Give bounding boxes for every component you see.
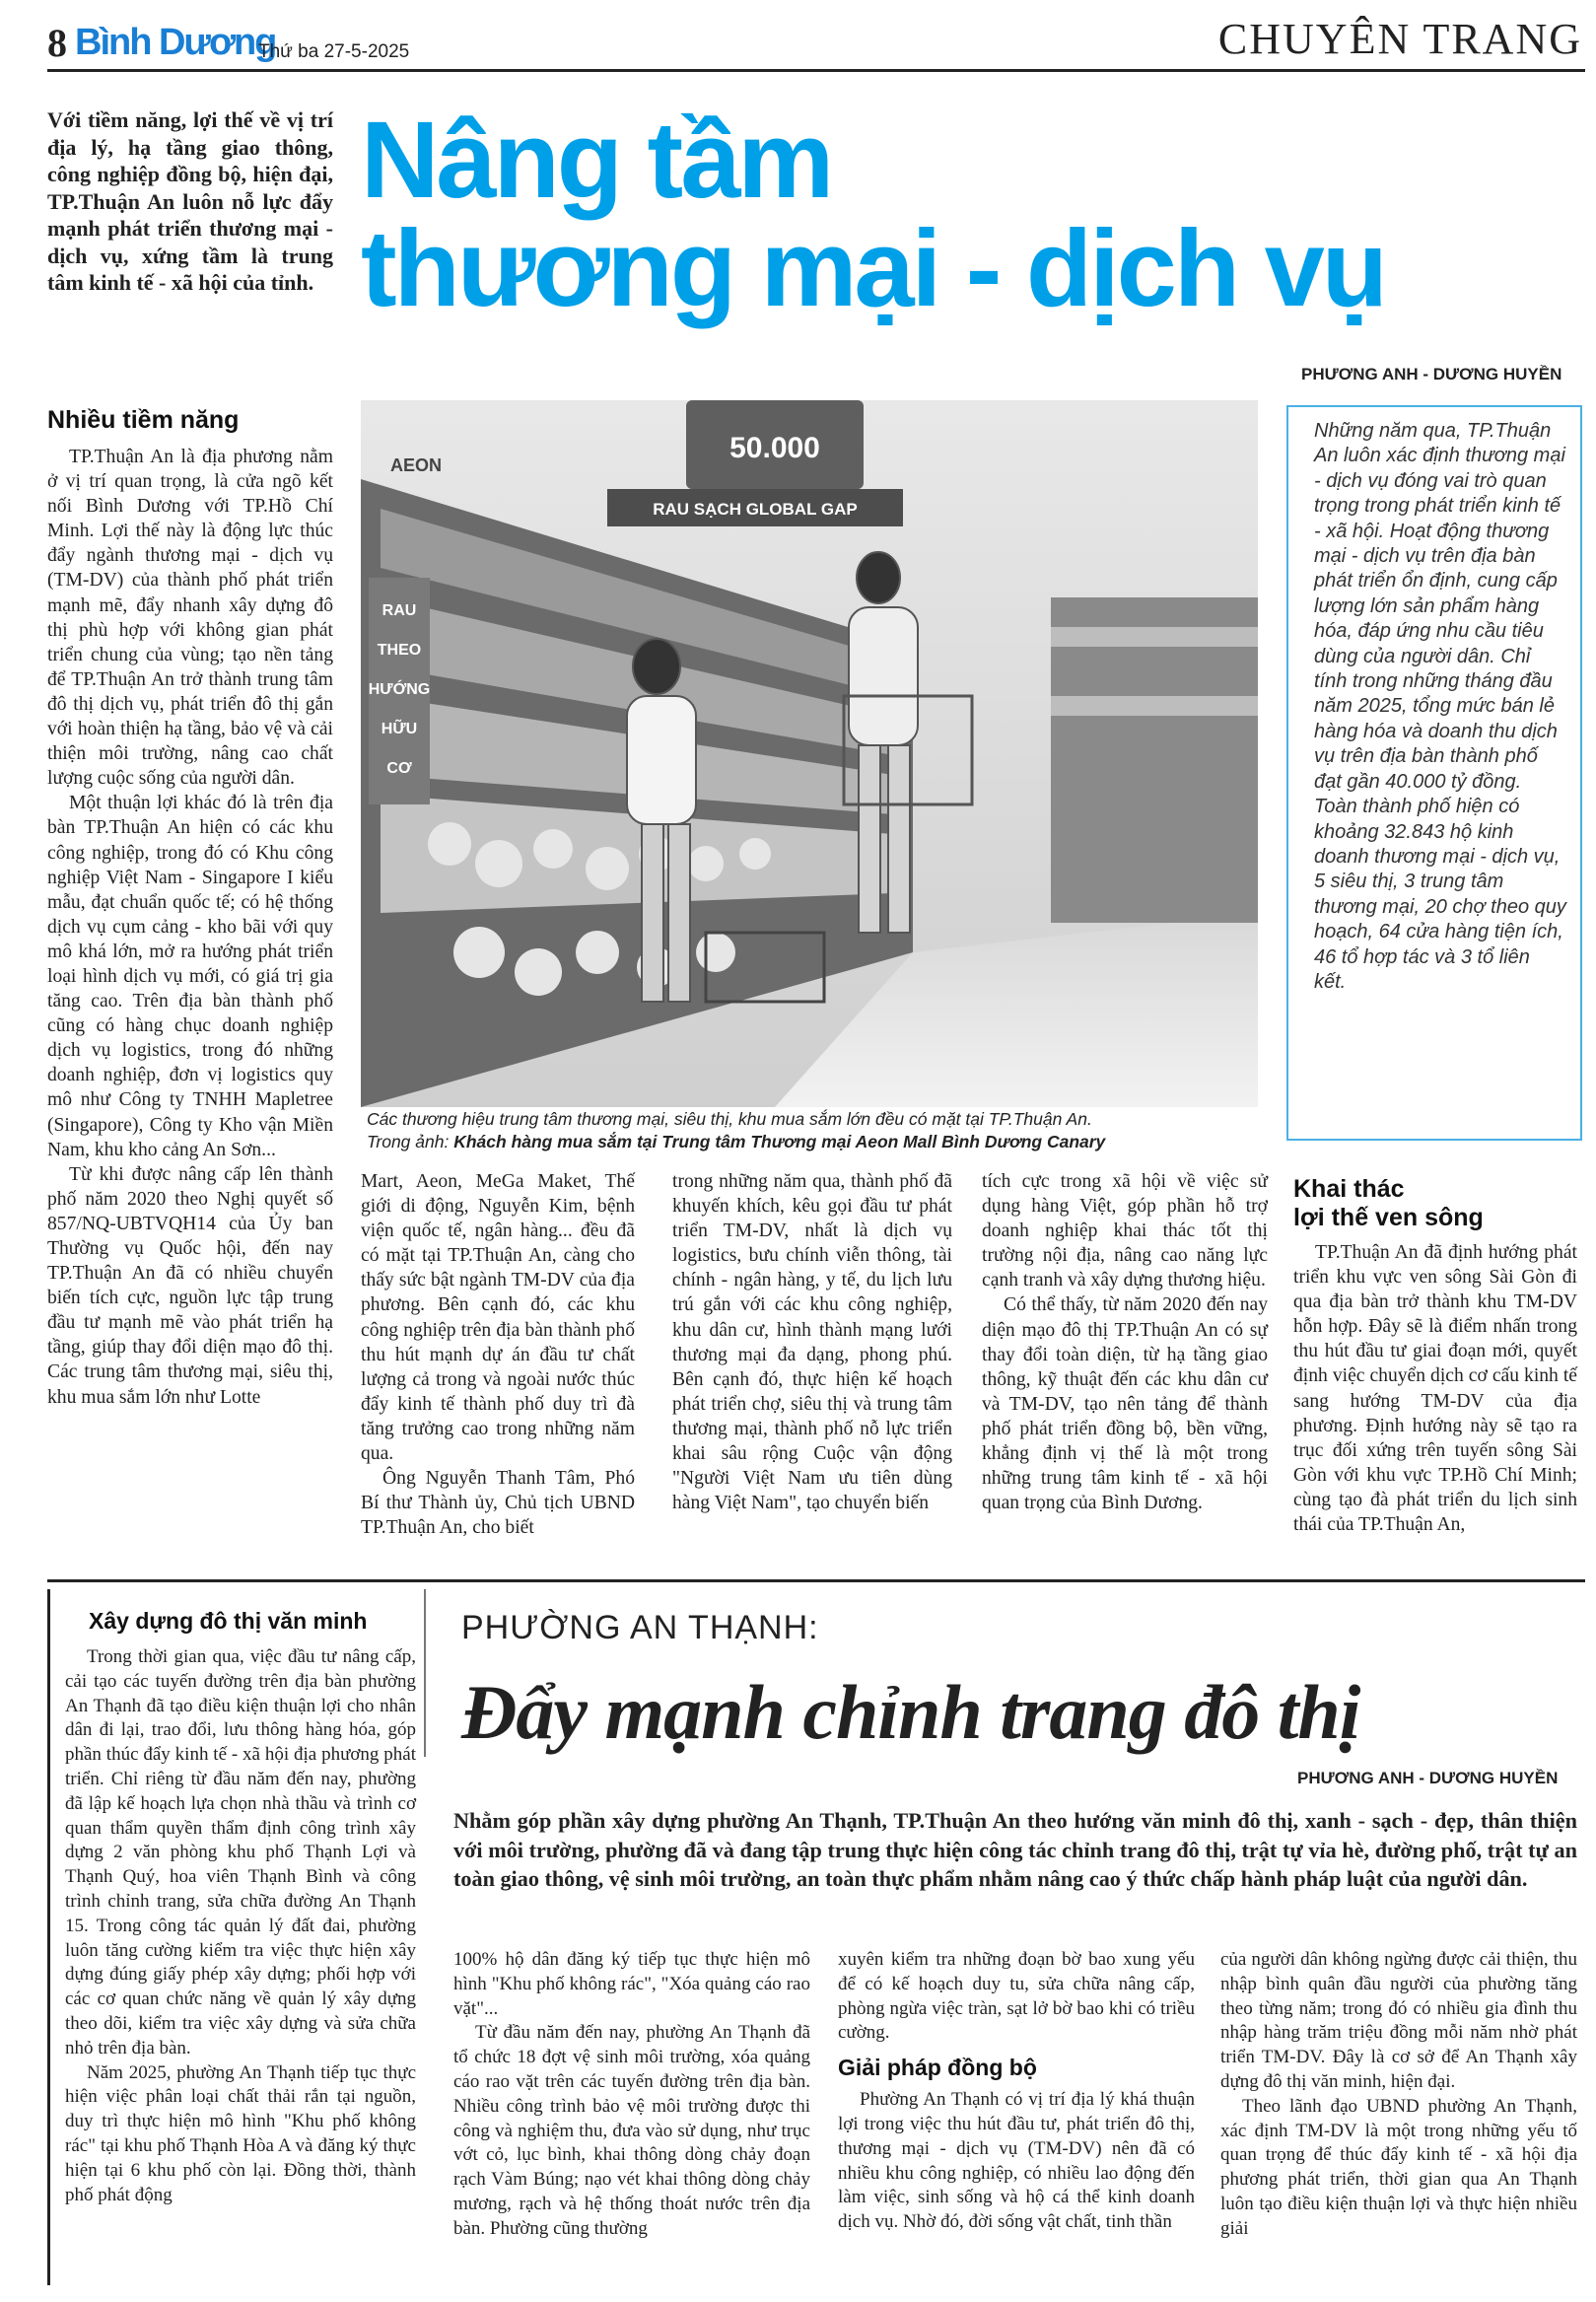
subhead-solutions: Giải pháp đồng bộ bbox=[838, 2055, 1037, 2081]
sidebar-rule bbox=[424, 1589, 426, 1757]
headline-line-1: Nâng tầm bbox=[361, 100, 832, 221]
supermarket-photo bbox=[361, 400, 1258, 1107]
paragraph: Từ khi được nâng cấp lên thành phố năm 2020 theo Nghị quyết số 857/NQ-UBTVQH14 của Ủy ban Thường vụ Quốc hội, đến nay TP.Thuận An đã có nhiều chuyển biến tích cực, nguồn lực tập trung đầu tư mạnh mẽ vào phát triển hạ tầng, giúp thay đổi diện mạo đô thị. Các trung tâm thương mại, siêu thị, khu mua sắm lớn như Lotte bbox=[47, 1163, 333, 1408]
paragraph: 100% hộ dân đăng ký tiếp tục thực hiện mô hình "Khu phố không rác", "Xóa quảng cáo rao vặt"... bbox=[453, 1949, 810, 2019]
photo-caption bbox=[367, 1108, 1254, 1153]
price-sign-text: 50.000 bbox=[729, 432, 820, 464]
article-byline: PHƯƠNG ANH - DƯƠNG HUYỀN bbox=[1301, 365, 1562, 384]
article2-byline: PHƯƠNG ANH - DƯƠNG HUYỀN bbox=[1297, 1769, 1559, 1787]
paragraph: Theo lãnh đạo UBND phường An Thạnh, xác định TM-DV là một trong những yếu tố quan trọng để thúc đẩy kinh tế - xã hội địa phương phát triển, thời gian qua An Thạnh luôn tạo điều kiện thuận lợi và thực hiện nhiều giải bbox=[1220, 2095, 1577, 2239]
paragraph: Năm 2025, phường An Thạnh tiếp tục thực hiện việc phân loại chất thải rắn tại nguồn, duy trì thực hiện mô hình "Khu phố không rác" tại khu phố Thạnh Hòa A và đăng ký thực hiện tại 6 khu phố còn lại. Đồng thời, thành phố phát động bbox=[65, 2061, 416, 2205]
paragraph: Mart, Aeon, MeGa Maket, Thế giới di động, Nguyễn Kim, bệnh viện quốc tế, ngân hàng... đều đã có mặt tại TP.Thuận An, càng cho thấy sức bật ngành TM-DV của địa phương. Bên cạnh đó, các khu công nghiệp trên địa bàn thành phố thu hút mạnh dự án đầu tư chất lượng cả trong và ngoài nước thúc đẩy kinh tế thành phố duy trì đà tăng trưởng cao trong những năm qua. bbox=[361, 1171, 635, 1465]
paragraph: Ông Nguyễn Thanh Tâm, Phó Bí thư Thành ủy, Chủ tịch UBND TP.Thuận An, cho biết bbox=[361, 1468, 635, 1539]
page-number: 8 bbox=[47, 21, 67, 65]
banner-word: CƠ bbox=[386, 760, 412, 777]
supermarket-photo-image bbox=[361, 400, 1258, 1107]
article-column-4 bbox=[982, 1169, 1268, 1515]
paragraph: xuyên kiểm tra những đoạn bờ bao xung yếu để có kế hoạch duy tu, sửa chữa nâng cấp, phòng ngừa việc tràn, sạt lở bờ bao khi có triều cường. bbox=[838, 1949, 1195, 2044]
article-column-3 bbox=[672, 1169, 952, 1515]
caption-prefix: Trong ảnh: bbox=[367, 1132, 450, 1151]
paragraph: tích cực trong xã hội về việc sử dụng hàng Việt, góp phần hỗ trợ doanh nghiệp khai thác tốt thị trường nội địa, nâng cao năng lực cạnh tranh và xây dựng thương hiệu. bbox=[982, 1171, 1268, 1291]
paragraph: trong những năm qua, thành phố đã khuyến khích, kêu gọi đầu tư phát triển TM-DV, nhất là dịch vụ logistics, bưu chính viễn thông, tài chính - ngân hàng, y tế, du lịch lưu trú gắn với các khu công nghiệp, khu dân cư, hình thành mạng lưới thương mại đa dạng, phong phú. Bên cạnh đó, thực hiện kế hoạch phát triển chợ, siêu thị và trung tâm thương mại, thành phố nỗ lực triển khai sâu rộng Cuộc vận động "Người Việt Nam ưu tiên dùng hàng Việt Nam", tạo chuyển biến bbox=[672, 1171, 952, 1514]
article2-kicker: PHƯỜNG AN THẠNH: bbox=[461, 1609, 819, 1646]
article-lead: Với tiềm năng, lợi thế về vị trí địa lý, hạ tầng giao thông, công nghiệp đồng bộ, hiện đại, TP.Thuận An luôn nỗ lực đẩy mạnh phát triển thương mại - dịch vụ, xứng tầm là trung tâm kinh tế - xã hội của tỉnh. bbox=[47, 107, 333, 295]
header-divider bbox=[47, 69, 1585, 72]
banner-word: HƯỚNG bbox=[368, 681, 431, 698]
paragraph: Phường An Thạnh có vị trí địa lý khá thuận lợi trong việc thu hút đầu tư, phát triển đô thị, thương mại - dịch vụ (TM-DV) nên đã có nhiều khu công nghiệp, có nhiều lao động đến làm việc, sinh sống và hộ cá thể kinh doanh dịch vụ. Nhờ đó, đời sống vật chất, tinh thần bbox=[838, 2089, 1195, 2233]
banner-word: HỮU bbox=[381, 721, 418, 737]
issue-date: Thứ ba 27-5-2025 bbox=[258, 41, 410, 62]
article2-column-c bbox=[1220, 1948, 1577, 2242]
paragraph: TP.Thuận An đã định hướng phát triển khu vực ven sông Sài Gòn đi qua địa bàn trở thành khu TM-DV hỗn hợp. Đây sẽ là điểm nhấn trong thu hút đầu tư giai đoạn mới, quyết định việc chuyển dịch cơ cấu kinh tế sang hướng TM-DV của địa phương. Định hướng này sẽ tạo ra trục đối xứng trên tuyến sông Sài Gòn với khu vực TP.Hồ Chí Minh; cùng tạo đà phát triển du lịch sinh thái của TP.Thuận An, bbox=[1293, 1242, 1577, 1536]
article-column-5 bbox=[1293, 1175, 1577, 1537]
paragraph: Trong thời gian qua, việc đầu tư nâng cấp, cải tạo các tuyến đường trên địa bàn phường An Thạnh đã tạo điều kiện thuận lợi cho nhân dân đi lại, trao đổi, lưu thông hàng hóa, góp phần thúc đẩy kinh tế - xã hội địa phương phát triển. Chỉ riêng từ đầu năm đến nay, phường đã lập kế hoạch lựa chọn nhà thầu và trình cơ quan thẩm quyền thẩm định công trình xây dựng 2 văn phòng khu phố Thạnh Lợi và Thạnh Quý, hoa viên Thạnh Bình và công trình chỉnh trang, sửa chữa đường An Thạnh 15. Trong công tác quản lý đất đai, phường luôn tăng cường kiểm tra việc thực hiện xây dựng đúng giấy phép xây dựng; phối hợp với các cơ quan chức năng về quản lý xây dựng theo dõi, kiểm tra việc xây dựng và sửa chữa nhỏ trên địa bàn. bbox=[65, 1646, 416, 2058]
subhead-line: Khai thác bbox=[1293, 1175, 1405, 1203]
subhead-civilized-city: Xây dựng đô thị văn minh bbox=[89, 1608, 368, 1634]
article2-left-column bbox=[65, 1607, 416, 2207]
newspaper-logo: Bình Dương bbox=[75, 22, 276, 63]
section-title: CHUYÊN TRANG bbox=[1217, 15, 1582, 63]
subhead-riverside bbox=[1293, 1175, 1577, 1232]
paragraph: Từ đầu năm đến nay, phường An Thạnh đã tổ chức 18 đợt vệ sinh môi trường, xóa quảng cáo rao vặt trên các tuyến đường trên địa bàn. Nhiều công trình bảo vệ môi trường được thi công và nghiệm thu, đưa vào sử dụng, như trục vớt cỏ, lục bình, khai thông dòng chảy đoạn rạch Vàm Búng; nạo vét khai thông dòng chảy mương, rạch và hệ thống thoát nước trên địa bàn. Phường cũng thường bbox=[453, 2022, 810, 2239]
article2-column-a bbox=[453, 1948, 810, 2242]
highlight-box-text: Những năm qua, TP.Thuận An luôn xác định thương mại - dịch vụ đóng vai trò quan trọng trong phát triển kinh tế - xã hội. Hoạt động thương mại - dịch vụ trên địa bàn phát triển ổn định, cung cấp lượng lớn sản phẩm hàng hóa, đáp ứng nhu cầu tiêu dùng của người dân. Chỉ tính trong những tháng đầu năm 2025, tổng mức bán lẻ hàng hóa và doanh thu dịch vụ trên địa bàn thành phố đạt gần 40.000 tỷ đồng. Toàn thành phố hiện có khoảng 32.843 hộ kinh doanh thương mại - dịch vụ, 5 siêu thị, 3 trung tâm thương mại, 20 chợ theo quy hoạch, 64 cửa hàng tiện ích, 46 tổ hợp tác và 3 tổ liên kết. bbox=[1314, 420, 1566, 993]
paragraph: của người dân không ngừng được cải thiện, thu nhập bình quân đầu người của phường tăng theo từng năm; trong đó có nhiều gia đình thu nhập hàng trăm triệu đồng mỗi năm nhờ phát triển TM-DV. Đây là cơ sở để An Thạnh xây dựng đô thị văn minh, hiện đại. bbox=[1220, 1949, 1577, 2092]
caption-line-2 bbox=[367, 1131, 1254, 1153]
article2-headline: Đẩy mạnh chỉnh trang đô thị bbox=[461, 1669, 1360, 1755]
article-column-2 bbox=[361, 1169, 635, 1540]
sidebar-rule bbox=[47, 1589, 50, 2285]
banner-word: RAU bbox=[382, 602, 417, 619]
highlight-box bbox=[1286, 405, 1582, 1141]
article2-lead: Nhằm góp phần xây dựng phường An Thạnh, TP.Thuận An theo hướng văn minh đô thị, xanh - sạch - đẹp, thân thiện với môi trường, phường đã và đang tập trung thực hiện công tác chỉnh trang đô thị, trật tự vỉa hè, đường phố, trật tự an toàn giao thông, vệ sinh môi trường, an toàn thực phẩm nhằm nâng cao ý thức chấp hành pháp luật của người dân. bbox=[453, 1808, 1577, 1891]
subhead-line: lợi thế ven sông bbox=[1293, 1204, 1484, 1231]
aeon-sign-text: AEON bbox=[390, 455, 443, 475]
caption-line-1: Các thương hiệu trung tâm thương mại, siêu thị, khu mua sắm lớn đều có mặt tại TP.Thuận An. bbox=[367, 1109, 1092, 1129]
organic-sign-text: RAU SẠCH GLOBAL GAP bbox=[653, 500, 858, 519]
banner-word: THEO bbox=[377, 642, 422, 659]
paragraph: Có thể thấy, từ năm 2020 đến nay diện mạo đô thị TP.Thuận An có sự thay đổi toàn diện, từ hạ tầng giao thông, kỹ thuật đến các khu dân cư và TM-DV, tạo nên tảng để thành phố phát triển đồng bộ, bền vững, khẳng định vị thế là một trong những trung tâm kinh tế - xã hội quan trọng của Bình Dương. bbox=[982, 1294, 1268, 1514]
headline-line-2: thương mại - dịch vụ bbox=[361, 208, 1385, 329]
article2-column-b bbox=[838, 1948, 1195, 2235]
subhead-potential: Nhiều tiềm năng bbox=[47, 406, 240, 434]
article-headline bbox=[361, 100, 1445, 329]
paragraph: Một thuận lợi khác đó là trên địa bàn TP.Thuận An hiện có các khu công nghiệp, trong đó có Khu công nghiệp Việt Nam - Singapore I kiểu mẫu, đạt chuẩn quốc tế; có hệ thống dịch vụ cụm cảng - kho bãi với quy mô khá lớn, mở ra hướng phát triển loại hình dịch vụ mới, có giá trị gia tăng cao. Trên địa bàn thành phố cũng có hàng chục doanh nghiệp dịch vụ logistics, trong đó những doanh nghiệp, đơn vị logistics quy mô như Công ty TNHH Mapletree (Singapore), Công ty Kho vận Miền Nam, khu kho cảng An Sơn... bbox=[47, 793, 333, 1160]
article-column-1 bbox=[47, 406, 333, 1410]
caption-detail: Khách hàng mua sắm tại Trung tâm Thương mại Aeon Mall Bình Dương Canary bbox=[453, 1132, 1106, 1151]
article-divider bbox=[47, 1579, 1585, 1582]
paragraph: TP.Thuận An là địa phương nằm ở vị trí quan trọng, là cửa ngõ kết nối Bình Dương với TP.Hồ Chí Minh. Lợi thế này là động lực thúc đẩy ngành thương mại - dịch vụ (TM-DV) của thành phố phát triển mạnh mẽ, đẩy nhanh xây dựng đô thị phù hợp với không gian phát triển chung của vùng; tạo nền tảng để TP.Thuận An trở thành trung tâm đô thị dịch vụ, phát triển đô thị gắn với hoàn thiện hạ tầng, bảo vệ và cải thiện môi trường, nâng cao chất lượng cuộc sống của người dân. bbox=[47, 447, 333, 790]
